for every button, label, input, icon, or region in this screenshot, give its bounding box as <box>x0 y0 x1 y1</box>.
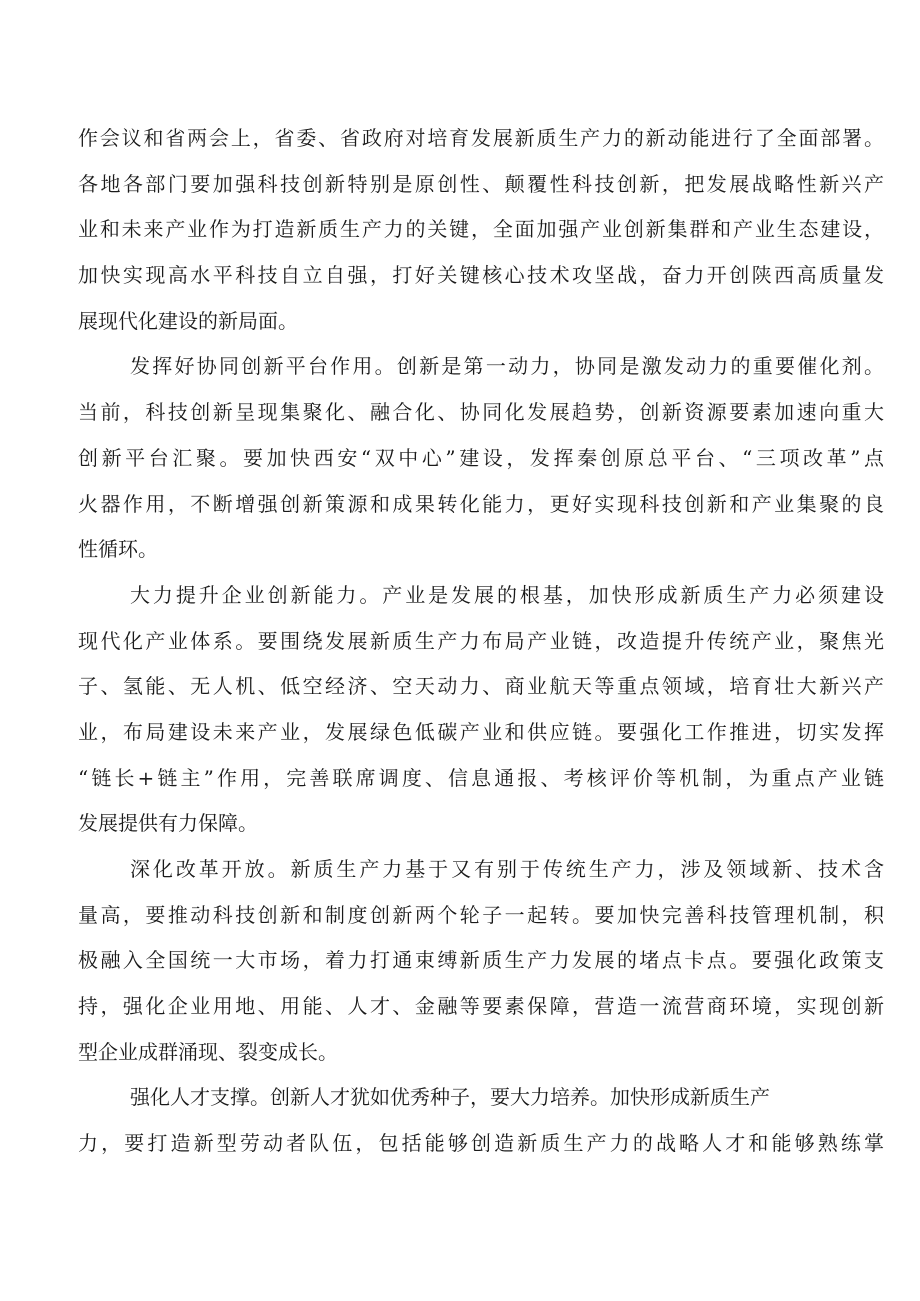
text-line-17: 深化改革开放。新质生产力基于又有别于传统生产力，涉及领域新、技术含 <box>130 857 884 881</box>
text-line-21: 型企业成群涌现、裂变成长。 <box>78 1039 338 1064</box>
text-line-23: 力，要打造新型劳动者队伍，包括能够创造新质生产力的战略人才和能够熟练掌 <box>78 1131 884 1156</box>
text-line-2: 各地各部门要加强科技创新特别是原创性、颠覆性科技创新，把发展战略性新兴产 <box>78 171 884 196</box>
text-line-9: 火器作用，不断增强创新策源和成果转化能力，更好实现科技创新和产业集聚的良 <box>78 491 884 516</box>
text-line-6: 发挥好协同创新平台作用。创新是第一动力，协同是激发动力的重要催化剂。 <box>130 354 884 379</box>
text-line-10: 性循环。 <box>78 537 158 562</box>
text-line-3: 业和未来产业作为打造新质生产力的关键，全面加强产业创新集群和产业生态建设， <box>78 217 884 242</box>
text-line-19: 极融入全国统一大市场，着力打通束缚新质生产力发展的堵点卡点。要强化政策支 <box>78 948 884 973</box>
text-line-5: 展现代化建设的新局面。 <box>78 308 298 333</box>
text-line-1: 作会议和省两会上，省委、省政府对培育发展新质生产力的新动能进行了全面部署。 <box>78 126 884 150</box>
text-line-12: 现代化产业体系。要围绕发展新质生产力布局产业链，改造提升传统产业，聚焦光 <box>78 628 884 653</box>
text-line-14: 业，布局建设未来产业，发展绿色低碳产业和供应链。要强化工作推进，切实发挥 <box>78 719 884 744</box>
text-line-4: 加快实现高水平科技自立自强，打好关键核心技术攻坚战，奋力开创陕西高质量发 <box>78 263 884 288</box>
text-line-7: 当前，科技创新呈现集聚化、融合化、协同化发展趋势，创新资源要素加速向重大 <box>78 400 884 425</box>
text-line-16: 发展提供有力保障。 <box>78 811 258 836</box>
text-line-18: 量高，要推动科技创新和制度创新两个轮子一起转。要加快完善科技管理机制，积 <box>78 902 884 927</box>
text-line-15: “链长+链主”作用，完善联席调度、信息通报、考核评价等机制，为重点产业链 <box>78 765 884 790</box>
text-line-22: 强化人才支撑。创新人才犹如优秀种子，要大力培养。加快形成新质生产 <box>130 1085 770 1110</box>
text-line-13: 子、氢能、无人机、低空经济、空天动力、商业航天等重点领域，培育壮大新兴产 <box>78 674 884 699</box>
text-line-11: 大力提升企业创新能力。产业是发展的根基，加快形成新质生产力必须建设 <box>130 582 884 607</box>
text-line-20: 持，强化企业用地、用能、人才、金融等要素保障，营造一流营商环境，实现创新 <box>78 994 884 1019</box>
document-page <box>78 116 884 1167</box>
text-line-8: 创新平台汇聚。要加快西安“双中心”建设，发挥秦创原总平台、“三项改革”点 <box>78 445 884 470</box>
